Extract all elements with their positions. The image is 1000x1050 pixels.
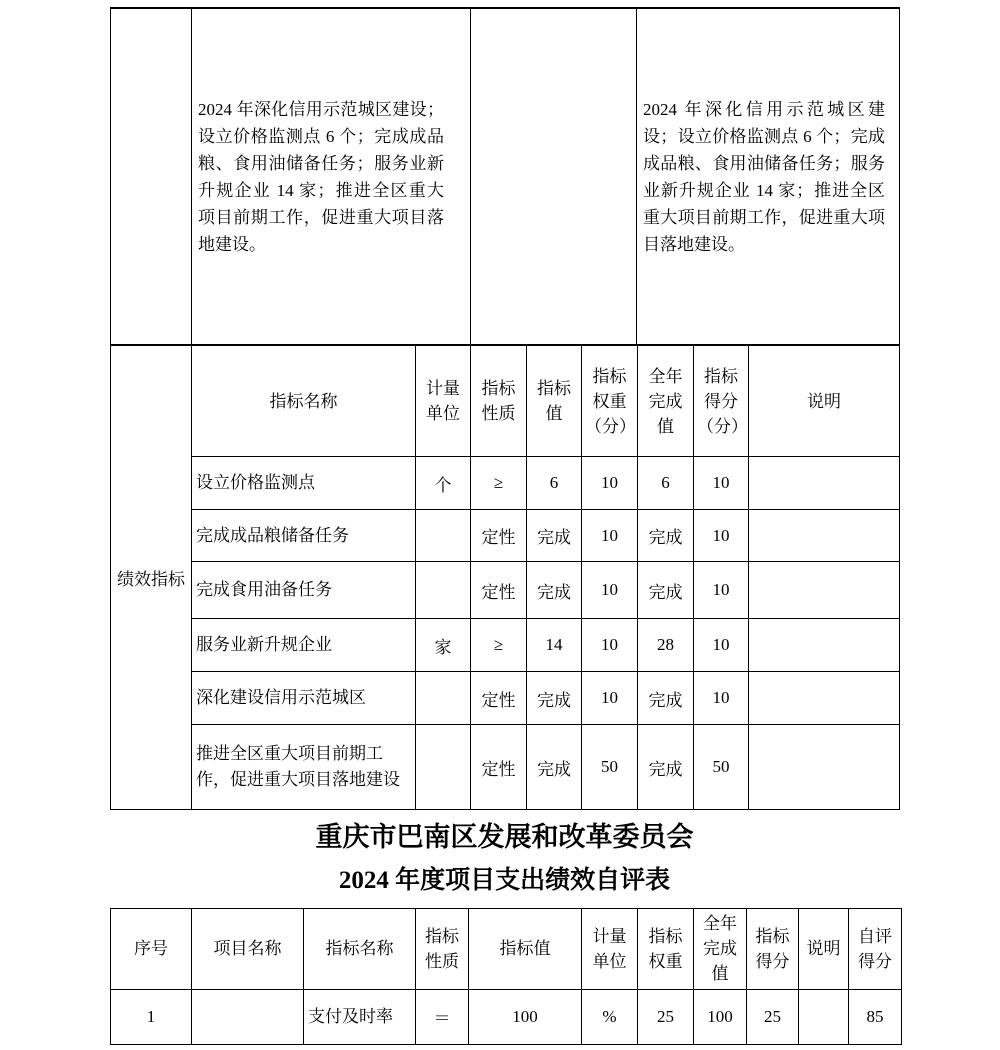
col-header-self-score: 自评得分 xyxy=(849,909,902,990)
spacer-cell-left xyxy=(111,8,192,345)
note-cell xyxy=(749,725,900,810)
table-row xyxy=(111,457,900,510)
annual-target-text: 2024 年深化信用示范城区建设；设立价格监测点 6 个；完成成品粮、食用油储备任务；服务业新升规企业 14 家；推进全区重大项目前期工作，促进重大项目落地建设。 xyxy=(192,8,471,345)
col-header-completed-value: 全年完成值 xyxy=(638,346,694,457)
table-row xyxy=(111,725,900,810)
weight-cell: 50 xyxy=(582,725,638,810)
project-name-cell xyxy=(192,989,304,1044)
weight-cell: 10 xyxy=(582,672,638,725)
indicator-name-cell: 设立价格监测点 xyxy=(192,457,416,510)
col-header-weight: 指标权重 xyxy=(638,909,694,990)
col-header-unit: 计量单位 xyxy=(416,346,471,457)
score-cell: 10 xyxy=(694,510,749,562)
target-value-cell: 100 xyxy=(469,989,582,1044)
score-cell: 10 xyxy=(694,619,749,672)
unit-cell: % xyxy=(582,989,638,1044)
col-header-indicator-name: 指标名称 xyxy=(304,909,416,990)
score-cell: 50 xyxy=(694,725,749,810)
weight-cell: 10 xyxy=(582,562,638,619)
target-value-cell: 6 xyxy=(527,457,582,510)
indicator-name-cell: 深化建设信用示范城区 xyxy=(192,672,416,725)
nature-cell: 定性 xyxy=(471,562,527,619)
col-header-serial: 序号 xyxy=(111,909,192,990)
note-cell xyxy=(749,619,900,672)
col-header-target-value: 指标值 xyxy=(527,346,582,457)
score-cell: 10 xyxy=(694,562,749,619)
table-row xyxy=(111,510,900,562)
indicator-name-cell: 推进全区重大项目前期工作，促进重大项目落地建设 xyxy=(192,725,416,810)
target-value-cell: 完成 xyxy=(527,672,582,725)
weight-cell: 10 xyxy=(582,510,638,562)
annual-summary-table xyxy=(110,7,900,345)
completed-value-cell: 完成 xyxy=(638,510,694,562)
col-header-score: 指标得分 xyxy=(747,909,799,990)
col-header-nature: 指标性质 xyxy=(471,346,527,457)
note-cell xyxy=(749,510,900,562)
spacer-cell-middle xyxy=(471,8,637,345)
note-cell xyxy=(749,457,900,510)
unit-cell xyxy=(416,510,471,562)
score-cell: 10 xyxy=(694,457,749,510)
unit-cell: 个 xyxy=(416,457,471,510)
nature-cell: 定性 xyxy=(471,510,527,562)
unit-cell: 家 xyxy=(416,619,471,672)
unit-cell xyxy=(416,562,471,619)
indicator-category-cell: 绩效指标 xyxy=(111,346,192,810)
annual-completion-text: 2024 年深化信用示范城区建设；设立价格监测点 6 个；完成成品粮、食用油储备任务；服务业新升规企业 14 家；推进全区重大项目前期工作，促进重大项目落地建设。 xyxy=(637,8,900,345)
col-header-note: 说明 xyxy=(749,346,900,457)
completed-value-cell: 100 xyxy=(694,989,747,1044)
org-title: 重庆市巴南区发展和改革委员会 xyxy=(315,822,694,852)
indicator-name-cell: 支付及时率 xyxy=(304,989,416,1044)
nature-cell: ≥ xyxy=(471,457,527,510)
completed-value-cell: 6 xyxy=(638,457,694,510)
score-cell: 25 xyxy=(747,989,799,1044)
weight-cell: 10 xyxy=(582,457,638,510)
nature-cell: ≥ xyxy=(471,619,527,672)
self-eval-table xyxy=(110,908,902,1045)
col-header-score: 指标得分（分） xyxy=(694,346,749,457)
serial-cell: 1 xyxy=(111,989,192,1044)
nature-cell: ＝ xyxy=(416,989,469,1044)
target-value-cell: 完成 xyxy=(527,725,582,810)
completed-value-cell: 完成 xyxy=(638,562,694,619)
col-header-project-name: 项目名称 xyxy=(192,909,304,990)
weight-cell: 10 xyxy=(582,619,638,672)
col-header-unit: 计量单位 xyxy=(582,909,638,990)
unit-cell xyxy=(416,672,471,725)
col-header-weight: 指标权重（分） xyxy=(582,346,638,457)
self-score-cell: 85 xyxy=(849,989,902,1044)
nature-cell: 定性 xyxy=(471,672,527,725)
col-header-nature: 指标性质 xyxy=(416,909,469,990)
target-value-cell: 14 xyxy=(527,619,582,672)
completed-value-cell: 完成 xyxy=(638,672,694,725)
score-cell: 10 xyxy=(694,672,749,725)
col-header-target-value: 指标值 xyxy=(469,909,582,990)
note-cell xyxy=(749,562,900,619)
nature-cell: 定性 xyxy=(471,725,527,810)
weight-cell: 25 xyxy=(638,989,694,1044)
indicator-name-cell: 完成食用油备任务 xyxy=(192,562,416,619)
completed-value-cell: 28 xyxy=(638,619,694,672)
table-row xyxy=(111,562,900,619)
performance-indicator-table xyxy=(110,345,900,810)
note-cell xyxy=(749,672,900,725)
completed-value-cell: 完成 xyxy=(638,725,694,810)
table-row xyxy=(111,989,902,1044)
note-cell xyxy=(799,989,849,1044)
table-row xyxy=(111,619,900,672)
target-value-cell: 完成 xyxy=(527,510,582,562)
col-header-indicator-name: 指标名称 xyxy=(192,346,416,457)
col-header-completed-value: 全年完成值 xyxy=(694,909,747,990)
col-header-note: 说明 xyxy=(799,909,849,990)
target-value-cell: 完成 xyxy=(527,562,582,619)
indicator-name-cell: 完成成品粮储备任务 xyxy=(192,510,416,562)
table-row xyxy=(111,672,900,725)
indicator-name-cell: 服务业新升规企业 xyxy=(192,619,416,672)
unit-cell xyxy=(416,725,471,810)
table-title: 2024 年度项目支出绩效自评表 xyxy=(338,867,671,894)
